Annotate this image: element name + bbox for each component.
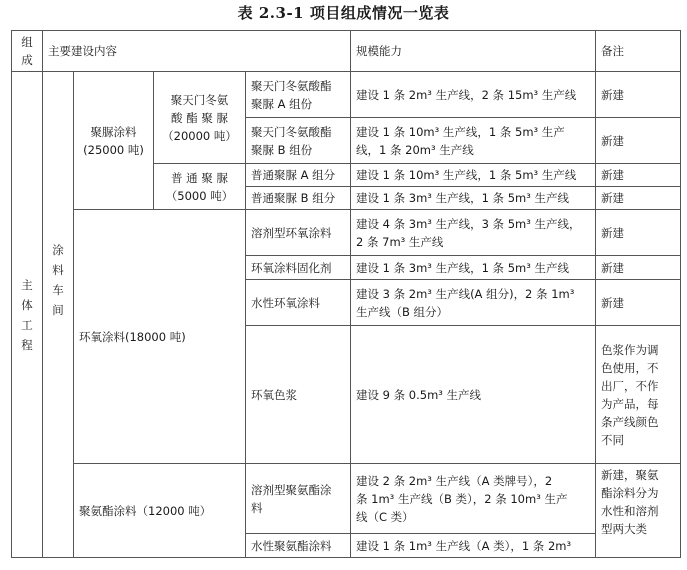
capacity-cell: 建设 1 条 3m³ 生产线，1 条 5m³ 生产线: [351, 187, 596, 210]
product-cell: 环氧色浆: [246, 326, 351, 464]
product-cell: 水性聚氨酯涂料: [246, 534, 351, 558]
note-cell: 新建: [596, 72, 681, 118]
header-note: 备注: [596, 31, 681, 72]
group-main-cell: 主 体 工 程: [12, 72, 43, 558]
table-row: [12, 72, 681, 118]
table-row: [12, 210, 681, 256]
note-cell: 新建: [596, 118, 681, 164]
product-cell: 普通聚脲 B 组分: [246, 187, 351, 210]
product-cell: 水性环氧涂料: [246, 280, 351, 326]
header-group: 组 成: [12, 31, 43, 72]
note-cell: 色浆作为调 色使用，不 出厂，不作 为产品，每 条产线颜色 不同: [596, 326, 681, 464]
product-cell: 溶剂型聚氨酯涂 料: [246, 464, 351, 534]
product-cell: 溶剂型环氧涂料: [246, 210, 351, 256]
header-capacity: 规模能力: [351, 31, 596, 72]
capacity-cell: 建设 9 条 0.5m³ 生产线: [351, 326, 596, 464]
note-cell: 新建: [596, 187, 681, 210]
capacity-cell: 建设 1 条 10m³ 生产线，1 条 5m³ 生产 线，1 条 20m³ 生产线: [351, 118, 596, 164]
note-cell: 新建: [596, 164, 681, 187]
epoxy-cell: 环氧涂料(18000 吨): [74, 210, 246, 464]
product-cell: 环氧涂料固化剂: [246, 256, 351, 280]
product-cell: 聚天门冬氨酸酯 聚脲 A 组份: [246, 72, 351, 118]
capacity-cell: 建设 1 条 2m³ 生产线，2 条 15m³ 生产线: [351, 72, 596, 118]
project-composition-table: [11, 30, 681, 558]
normal-pu-cell: 普 通 聚 脲 （5000 吨）: [154, 164, 246, 210]
header-content: 主要建设内容: [43, 31, 351, 72]
capacity-cell: 建设 4 条 3m³ 生产线，3 条 5m³ 生产线， 2 条 7m³ 生产线: [351, 210, 596, 256]
capacity-cell: 建设 1 条 1m³ 生产线（A 类），1 条 2m³: [351, 534, 596, 558]
capacity-cell: 建设 1 条 10m³ 生产线，1 条 5m³ 生产线: [351, 164, 596, 187]
table-title: 表 2.3-1 项目组成情况一览表: [237, 4, 450, 22]
capacity-cell: 建设 3 条 2m³ 生产线(A 组分)，2 条 1m³ 生产线（B 组分）: [351, 280, 596, 326]
header-row: [12, 31, 681, 72]
note-cell: 新建: [596, 280, 681, 326]
workshop-cell: 涂 料 车 间: [43, 72, 74, 558]
note-cell: 新建: [596, 210, 681, 256]
pur-cell: 聚氨酯涂料（12000 吨）: [74, 464, 246, 558]
capacity-cell: 建设 1 条 3m³ 生产线，1 条 5m³ 生产线: [351, 256, 596, 280]
product-cell: 普通聚脲 A 组分: [246, 164, 351, 187]
product-cell: 聚天门冬氨酸酯 聚脲 B 组份: [246, 118, 351, 164]
table-row: [12, 464, 681, 534]
pu-coating-cell: 聚脲涂料 (25000 吨): [74, 72, 154, 210]
note-cell: 新建，聚氨 酯涂料分为 水性和溶剂 型两大类: [596, 464, 681, 558]
asp-cell: 聚天门冬氨 酸 酯 聚 脲 （20000 吨）: [154, 72, 246, 164]
note-cell: 新建: [596, 256, 681, 280]
capacity-cell: 建设 2 条 2m³ 生产线（A 类牌号），2 条 1m³ 生产线（B 类），2 条 10m³ 生产 线（C 类）: [351, 464, 596, 534]
